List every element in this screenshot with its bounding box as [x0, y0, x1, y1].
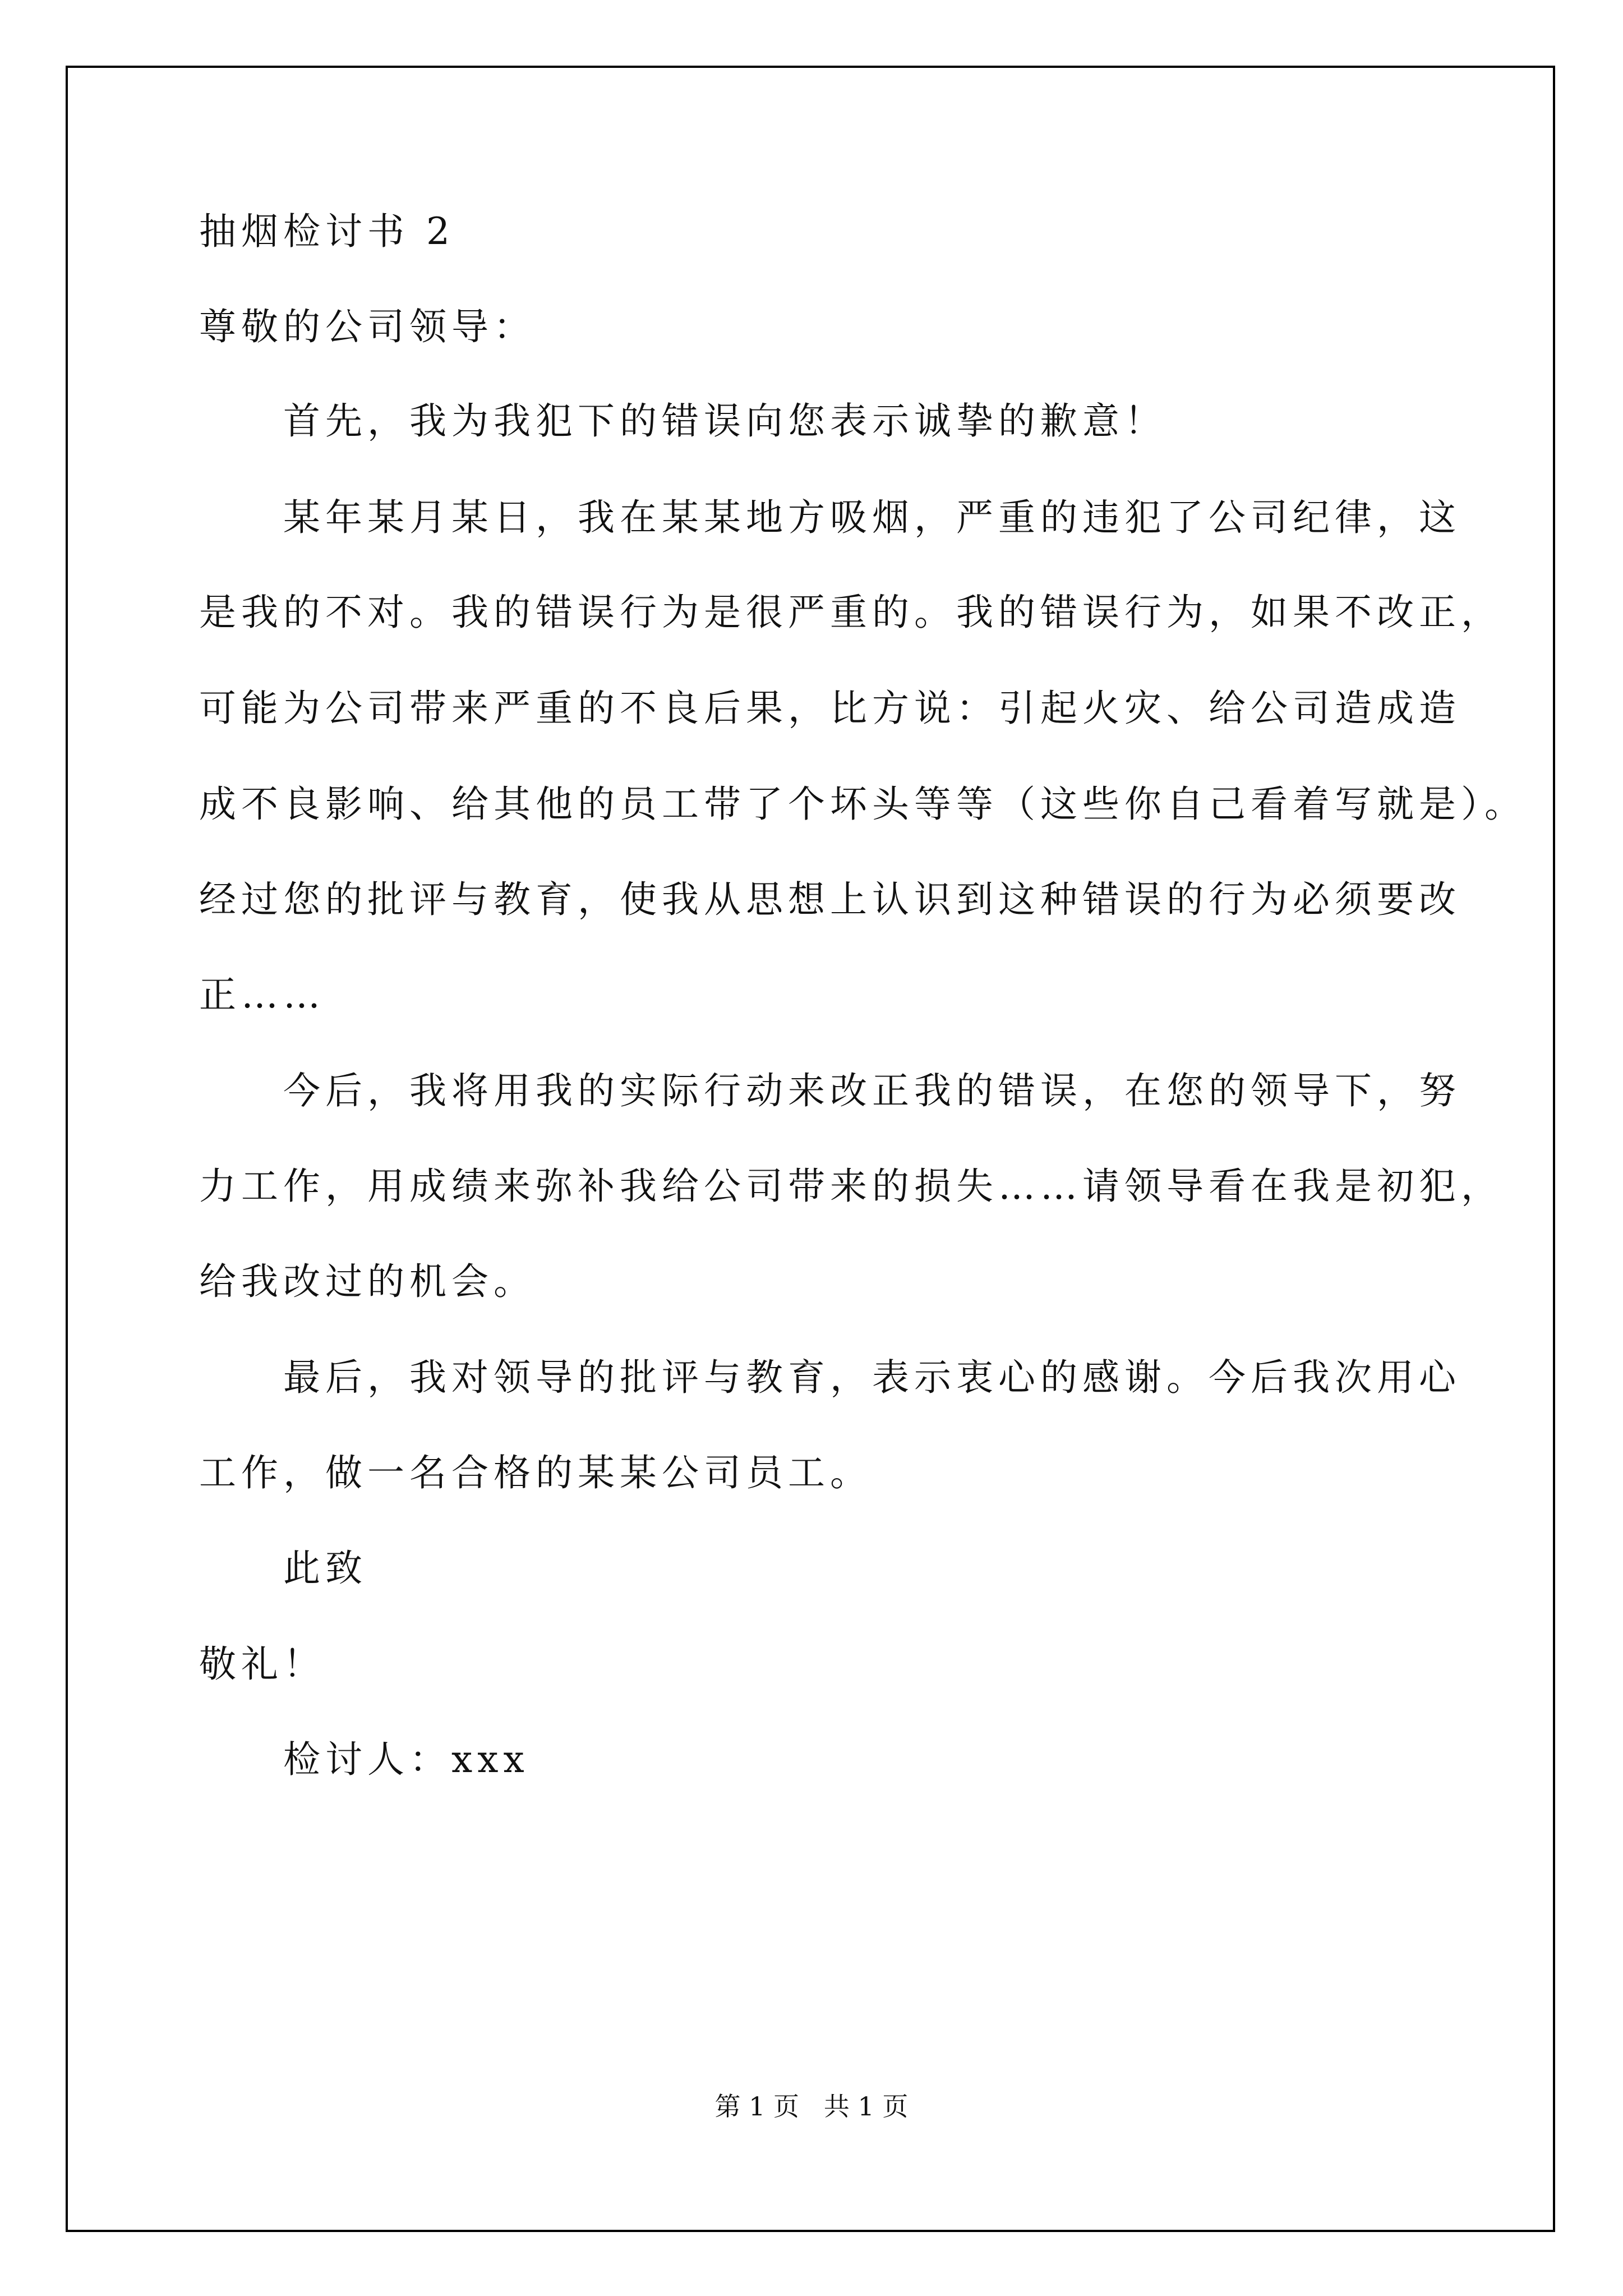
paragraph-line: 可能为公司带来严重的不良后果，比方说：引起火灾、给公司造成造 [199, 687, 1461, 730]
paragraph-line: 经过您的批评与教育，使我从思想上认识到这种错误的行为必须要改 [199, 878, 1461, 921]
signature: 检讨人：xxx [283, 1738, 529, 1781]
paragraph-line: 首先，我为我犯下的错误向您表示诚挚的歉意！ [283, 399, 1166, 443]
document-title: 抽烟检讨书 2 [199, 210, 455, 253]
paragraph-line: 正…… [199, 973, 325, 1016]
salutation: 尊敬的公司领导： [199, 305, 536, 348]
paragraph-line: 最后，我对领导的批评与教育，表示衷心的感谢。今后我次用心 [283, 1356, 1461, 1399]
paragraph-line: 成不良影响、给其他的员工带了个坏头等等（这些你自己看着写就是）。 [199, 783, 1527, 826]
page-number-footer: 第 1 页 共 1 页 [714, 2091, 909, 2122]
paragraph-line: 是我的不对。我的错误行为是很严重的。我的错误行为，如果不改正， [199, 591, 1503, 634]
paragraph-line: 给我改过的机会。 [199, 1260, 536, 1303]
page-border [66, 66, 1555, 2232]
paragraph-line: 今后，我将用我的实际行动来改正我的错误，在您的领导下，努 [283, 1069, 1461, 1112]
paragraph-line: 力工作，用成绩来弥补我给公司带来的损失……请领导看在我是初犯， [199, 1165, 1503, 1208]
paragraph-line: 工作，做一名合格的某某公司员工。 [199, 1451, 872, 1494]
closing-line-1: 此致 [283, 1547, 367, 1590]
closing-line-2: 敬礼！ [199, 1642, 325, 1686]
paragraph-line: 某年某月某日，我在某某地方吸烟，严重的违犯了公司纪律，这 [283, 496, 1461, 539]
